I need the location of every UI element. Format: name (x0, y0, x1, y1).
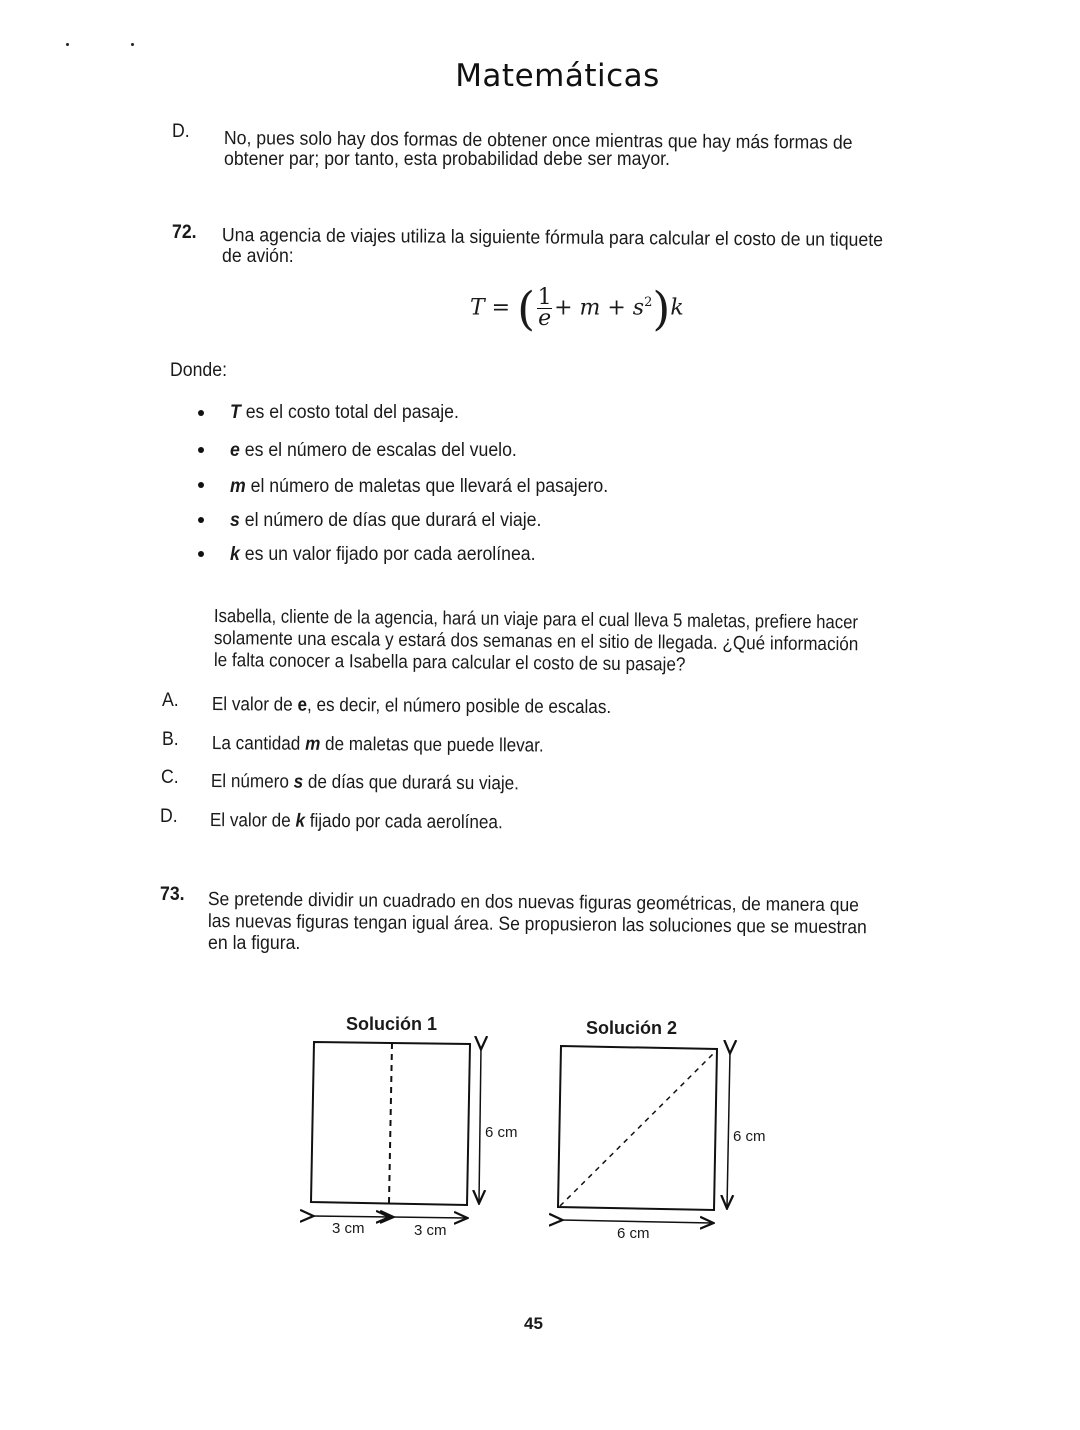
solution2-width-arrow (561, 1220, 712, 1223)
solution1-right-width-label: 3 cm (414, 1222, 447, 1239)
prev-option-text-line2: obtener par; por tanto, esta probabilidad debe ser mayor. (224, 149, 670, 170)
option-d[interactable]: El valor de k fijado por cada aerolínea. (209, 810, 503, 834)
q72-scenario-line3: le falta conocer a Isabella para calcular el costo de su pasaje? (213, 650, 686, 676)
definition-k: k es un valor fijado por cada aerolínea. (230, 544, 536, 565)
solution1-title: Solución 1 (346, 1014, 438, 1034)
close-paren: ) (652, 281, 671, 336)
formula-exponent: 2 (644, 295, 653, 311)
question-number-72: 72. (172, 222, 197, 243)
q73-stem-line3: en la figura. (208, 933, 301, 954)
q73-stem-line2: las nuevas figuras tengan igual área. Se propusieron las soluciones que se muestran (207, 911, 867, 939)
option-label-b: B. (162, 729, 179, 750)
solution1-dashed-divider (389, 1043, 392, 1203)
open-paren: ( (517, 281, 536, 336)
solution1-left-width-label: 3 cm (332, 1220, 365, 1237)
definition-m: m el número de maletas que llevará el pasajero. (230, 476, 609, 497)
q72-scenario-line1: Isabella, cliente de la agencia, hará un viaje para el cual lleva 5 maletas, prefiere hacer (213, 606, 859, 634)
question-number-73: 73. (160, 884, 185, 905)
formula-middle: + m + s (554, 295, 645, 321)
solution1-left-width-arrow (312, 1216, 388, 1217)
definition-s: s el número de días que durará el viaje. (230, 510, 542, 531)
solution2-dashed-diagonal (560, 1053, 714, 1206)
definition-e: e es el número de escalas del vuelo. (230, 440, 517, 461)
solution2-width-label: 6 cm (617, 1225, 650, 1242)
option-label-c: C. (161, 767, 179, 788)
solution1-height-arrow (479, 1048, 481, 1202)
option-label-a: A. (162, 690, 179, 711)
option-a[interactable]: El valor de e, es decir, el número posible de escalas. (211, 694, 612, 719)
definition-T: T es el costo total del pasaje. (230, 402, 459, 423)
page-number: 45 (524, 1314, 543, 1333)
q72-stem-line2: de avión: (222, 246, 294, 267)
where-label: Donde: (170, 360, 227, 381)
solution1-right-width-arrow (392, 1217, 466, 1218)
q72-stem-line1: Una agencia de viajes utiliza la siguiente fórmula para calcular el costo de un tiquete (221, 225, 884, 251)
formula-tail: k (670, 295, 684, 321)
option-c[interactable]: El número s de días que durará su viaje. (210, 771, 519, 795)
q73-stem-line1: Se pretende dividir un cuadrado en dos nuevas figuras geométricas, de manera que (207, 889, 860, 917)
solution2-height-arrow (727, 1052, 730, 1207)
prev-option-text-line1: No, pues solo hay dos formas de obtener once mientras que hay más formas de (223, 128, 853, 154)
q72-scenario-line2: solamente una escala y estará dos semanas en el sitio de llegada. ¿Qué información (213, 628, 859, 656)
formula-lhs: T = (470, 295, 511, 321)
option-b[interactable]: La cantidad m de maletas que puede llevar. (211, 733, 544, 757)
solution2-square (558, 1046, 717, 1210)
solution2-height-label: 6 cm (733, 1128, 766, 1145)
solution1-height-label: 6 cm (485, 1124, 518, 1141)
formula-fraction: $\frac{1}{e}$ (537, 285, 552, 331)
option-label-d: D. (160, 806, 178, 827)
prev-option-label: D. (172, 121, 190, 142)
solution2-title: Solución 2 (586, 1018, 678, 1038)
page-title: Matemáticas (455, 58, 660, 94)
